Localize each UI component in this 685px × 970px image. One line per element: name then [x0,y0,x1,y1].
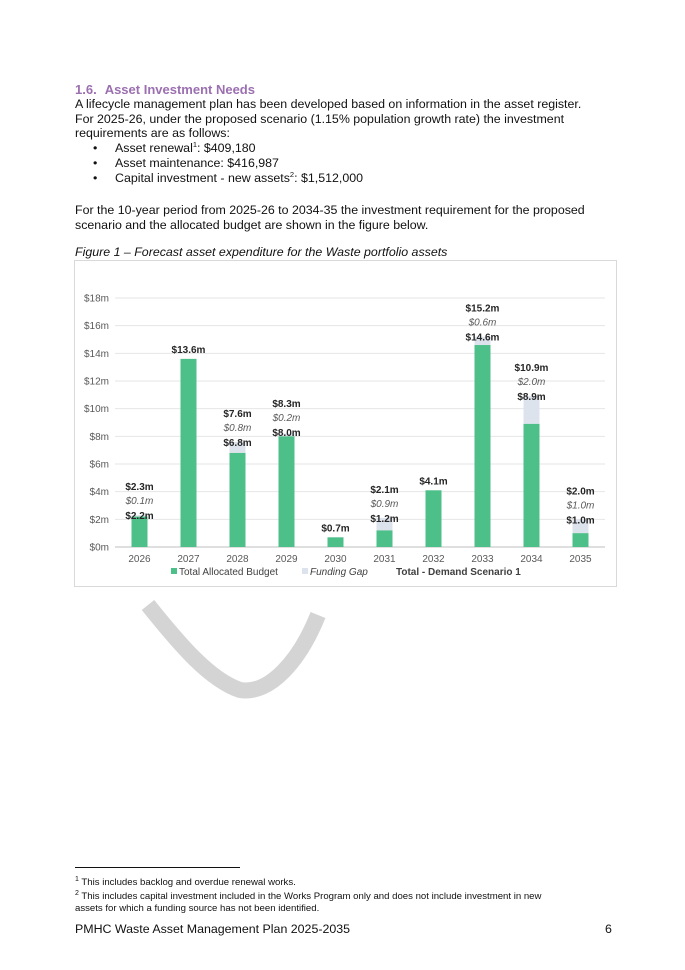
total-demand-label: $2.1m [370,484,399,496]
footnote [75,891,635,903]
y-tick-label: $16m [83,321,109,333]
list-item [93,141,363,156]
draft-watermark [140,600,340,710]
y-tick-label: $2m [89,514,109,526]
y-tick-label: $12m [83,376,109,388]
footnote [75,877,635,889]
footnote-continued [75,903,635,915]
expenditure-chart [75,261,616,586]
footnote-ref: 1 [192,140,197,149]
budget-bar [279,436,295,547]
funding-gap-label: $0.9m [370,498,399,510]
legend-swatch-gap [302,568,308,574]
y-tick-label: $0m [89,542,109,554]
total-demand-label: $2.0m [566,486,595,498]
section-title: Asset Investment Needs [104,82,255,97]
bullet-value: : $1,512,000 [294,171,363,186]
total-demand-label: $7.6m [223,408,252,420]
budget-bar [377,530,393,547]
legend-label-total: Total - Demand Scenario 1 [396,567,521,578]
y-tick-label: $18m [83,293,109,305]
intro-paragraph [75,97,635,141]
budget-label: $1.2m [370,513,399,525]
total-demand-label: $8.3m [272,399,301,411]
y-tick-label: $8m [89,431,109,443]
y-tick-label: $4m [89,487,109,499]
legend-label-gap: Funding Gap [310,567,368,578]
x-tick-label: 2031 [373,554,396,565]
x-tick-label: 2033 [471,554,494,565]
budget-label: $6.8m [223,437,252,449]
budget-bar [230,453,246,547]
section-number: 1.6. [75,82,97,97]
funding-gap-label: $1.0m [566,500,595,512]
chart-frame [74,260,617,587]
budget-label: $8.9m [517,392,546,404]
budget-bar [328,537,344,547]
footnote-text: This includes capital investment included in the Works Program only and does not include investment in new [81,891,542,902]
footnote-number: 1 [75,876,79,883]
intro-line: A lifecycle management plan has been developed based on information in the asset register. [75,97,582,111]
budget-bar [426,490,442,547]
budget-label: $14.6m [465,332,500,344]
footnote-text: assets for which a funding source has not been identified. [75,903,320,914]
legend-swatch-budget [171,568,177,574]
funding-gap-label: $0.8m [223,422,252,434]
budget-label: $2.2m [125,511,154,523]
x-tick-label: 2035 [569,554,592,565]
total-demand-label: $15.2m [465,303,500,315]
intro-line: For 2025-26, under the proposed scenario (1.15% population growth rate) the investment [75,111,565,126]
figure-caption: Figure 1 – Forecast asset expenditure for the Waste portfolio assets [75,245,448,259]
budget-bar [181,359,197,547]
page-number: 6 [605,922,612,936]
budget-label: $1.0m [566,515,595,527]
budget-label: $4.1m [419,476,448,488]
list-item [93,171,363,186]
budget-bar [524,424,540,547]
x-tick-label: 2026 [128,554,151,565]
budget-label: $13.6m [171,344,206,356]
bullet-label: Asset maintenance: $416,987 [115,156,279,171]
footnote-number: 2 [75,890,79,897]
total-demand-label: $10.9m [514,363,549,375]
list-item [93,156,363,171]
period-line: scenario and the allocated budget are shown in the figure below. [75,217,429,232]
funding-gap-label: $0.1m [125,496,154,508]
funding-gap-label: $0.2m [272,413,301,425]
footer-title: PMHC Waste Asset Management Plan 2025-2035 [75,922,351,936]
budget-bar [573,533,589,547]
intro-line: requirements are as follows: [75,126,230,141]
legend-label-budget: Total Allocated Budget [179,567,278,578]
x-tick-label: 2032 [422,554,445,565]
budget-label: $0.7m [321,523,350,535]
x-tick-label: 2028 [226,554,249,565]
period-line: For the 10-year period from 2025-26 to 2034-35 the investment requirement for the proposed [75,203,585,217]
x-tick-label: 2030 [324,554,347,565]
funding-gap-label: $0.6m [468,317,497,329]
footnote-ref: 2 [289,170,295,180]
x-tick-label: 2034 [520,554,543,565]
bullet-label: Capital investment - new assets [115,171,290,186]
x-tick-label: 2027 [177,554,200,565]
x-tick-label: 2029 [275,554,298,565]
budget-label: $8.0m [272,428,301,440]
bullet-label: Asset renewal [115,141,193,155]
budget-bar [475,345,491,547]
period-paragraph [75,203,635,232]
y-tick-label: $14m [83,348,109,360]
bullet-value: : $409,180 [197,141,256,155]
footnote-rule [75,867,240,868]
investment-list [93,141,363,187]
total-demand-label: $2.3m [125,482,154,494]
section-heading [75,82,255,97]
footnote-text: This includes backlog and overdue renewal works. [81,877,296,888]
y-tick-label: $6m [89,459,109,471]
funding-gap-label: $2.0m [517,377,546,389]
y-tick-label: $10m [83,404,109,416]
